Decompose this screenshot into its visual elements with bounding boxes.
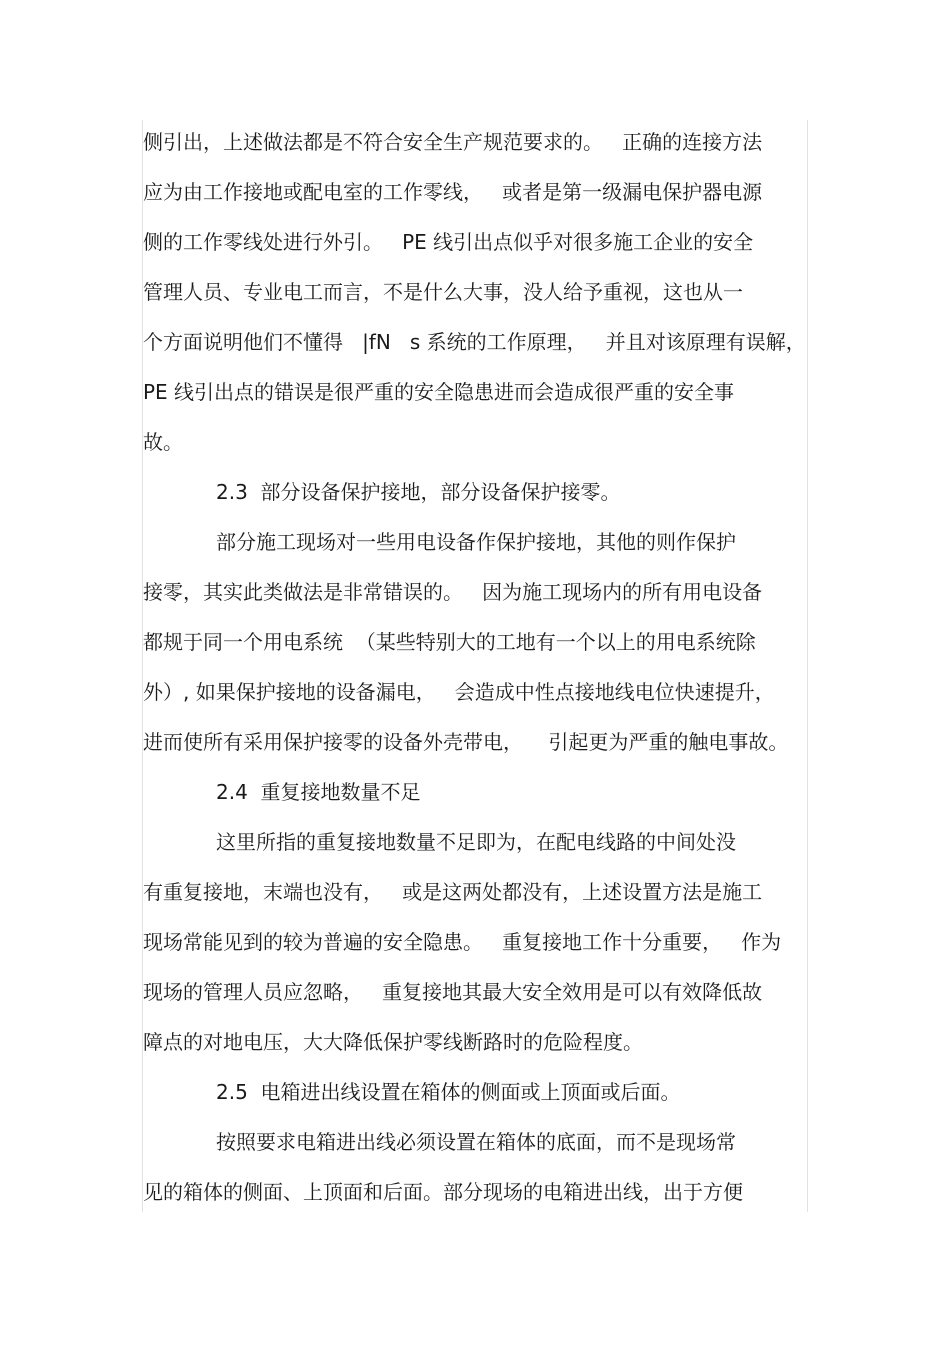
section-heading-2-5: 2.5 电箱进出线设置在箱体的侧面或上顶面或后面。 xyxy=(216,1080,681,1104)
text-line: 见的箱体的侧面、上顶面和后面。部分现场的电箱进出线，出于方便 xyxy=(143,1180,743,1204)
text-line: PE 线引出点的错误是很严重的安全隐患进而会造成很严重的安全事 xyxy=(143,380,735,404)
text-line: 都规于同一个用电系统 （某些特别大的工地有一个以上的用电系统除 xyxy=(143,630,756,654)
text-line: 侧引出，上述做法都是不符合安全生产规范要求的。 正确的连接方法 xyxy=(143,130,763,154)
page-frame-right-border xyxy=(807,120,808,1212)
text-line: 个方面说明他们不懂得 |fN s 系统的工作原理， 并且对该原理有误解， xyxy=(143,330,806,354)
text-line: 现场的管理人员应忽略， 重复接地其最大安全效用是可以有效降低故 xyxy=(143,980,763,1004)
text-line: 接零，其实此类做法是非常错误的。 因为施工现场内的所有用电设备 xyxy=(143,580,763,604)
text-line: 侧的工作零线处进行外引。 PE 线引出点似乎对很多施工企业的安全 xyxy=(143,230,754,254)
paragraph-start-line: 部分施工现场对一些用电设备作保护接地，其他的则作保护 xyxy=(216,530,736,554)
paragraph-start-line: 按照要求电箱进出线必须设置在箱体的底面，而不是现场常 xyxy=(216,1130,736,1154)
text-line: 障点的对地电压，大大降低保护零线断路时的危险程度。 xyxy=(143,1030,643,1054)
text-line: 外）, 如果保护接地的设备漏电， 会造成中性点接地线电位快速提升， xyxy=(143,680,775,704)
text-line: 进而使所有采用保护接零的设备外壳带电， 引起更为严重的触电事故。 xyxy=(143,730,789,754)
section-heading-2-4: 2.4 重复接地数量不足 xyxy=(216,780,421,804)
text-line: 现场常能见到的较为普遍的安全隐患。 重复接地工作十分重要， 作为 xyxy=(143,930,782,954)
text-line: 有重复接地，末端也没有， 或是这两处都没有，上述设置方法是施工 xyxy=(143,880,763,904)
text-line: 故。 xyxy=(143,430,183,454)
paragraph-start-line: 这里所指的重复接地数量不足即为，在配电线路的中间处没 xyxy=(216,830,736,854)
text-line: 应为由工作接地或配电室的工作零线， 或者是第一级漏电保护器电源 xyxy=(143,180,763,204)
text-line: 管理人员、专业电工而言，不是什么大事，没人给予重视，这也从一 xyxy=(143,280,743,304)
section-heading-2-3: 2.3 部分设备保护接地，部分设备保护接零。 xyxy=(216,480,621,504)
